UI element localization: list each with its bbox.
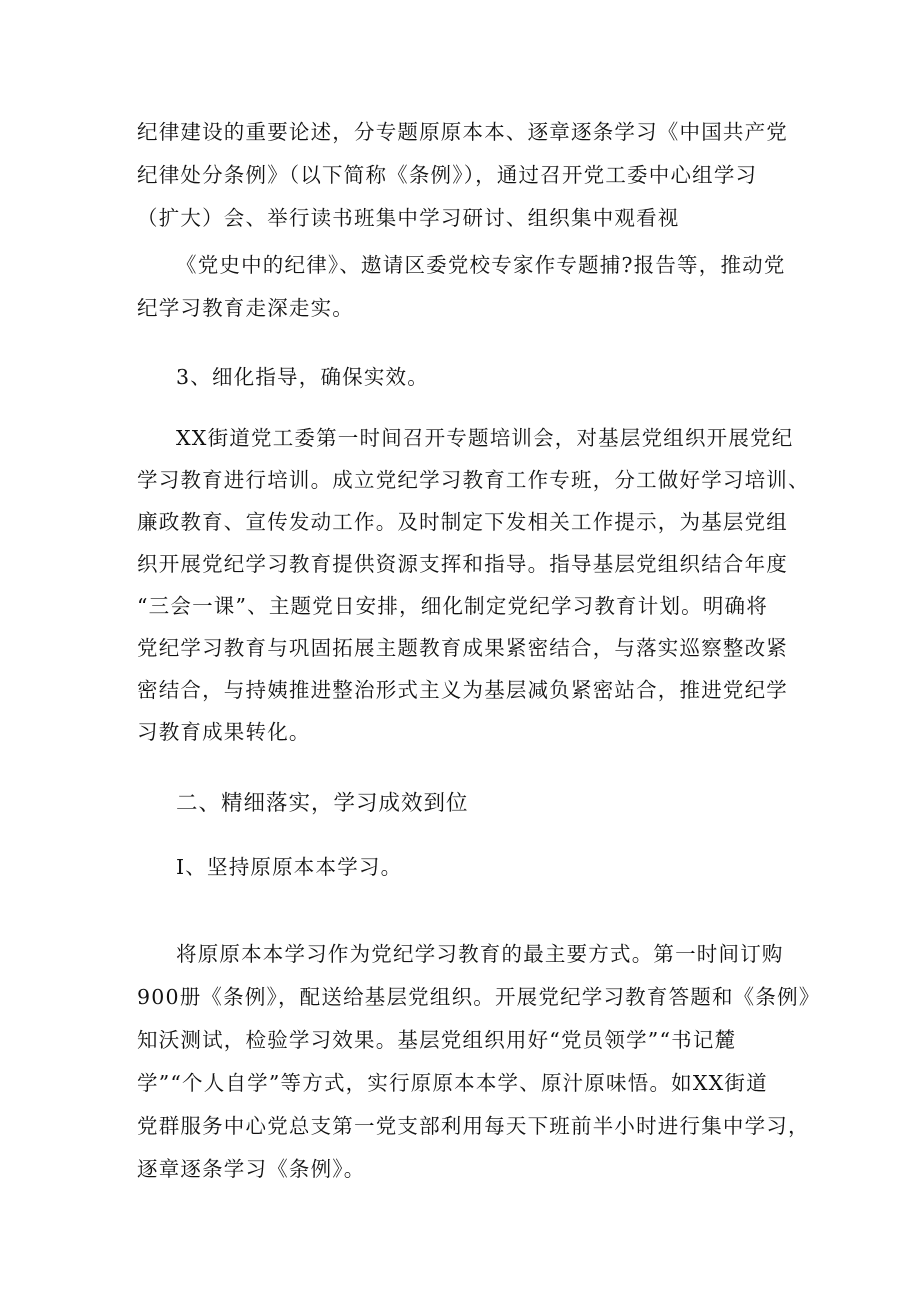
paragraph-line: 纪律处分条例》（以下简称《条例》），通过召开党工委中心组学习 bbox=[137, 163, 758, 187]
paragraph-line: 党纪学习教育与巩固拓展主题教育成果紧密结合，与落实巡察整改紧 bbox=[137, 636, 788, 660]
paragraph-line: 纪律建设的重要论述，分专题原原本本、逐章逐条学习《中国共产党 bbox=[137, 120, 788, 144]
paragraph-line: 将原原本本学习作为党纪学习教育的最主要方式。第一时间订购 bbox=[176, 942, 784, 966]
subheading-item-3: 3、细化指导，确保实效。 bbox=[176, 365, 429, 389]
paragraph-line: 逐章逐条学习《条例》。 bbox=[137, 1157, 366, 1181]
paragraph-line: “三会一课”、主题党日安排，细化制定党纪学习教育计划。明确将 bbox=[137, 594, 768, 618]
paragraph-line: （扩大）会、举行读书班集中学习研讨、组织集中观看视 bbox=[137, 206, 680, 230]
paragraph-line: 织开展党纪学习教育提供资源支挥和指导。指导基层党组织结合年度 bbox=[137, 552, 788, 576]
paragraph-line: 廉政教育、宣传发动工作。及时制定下发相关工作提示，为基层党组 bbox=[137, 510, 788, 534]
paragraph-line: 学习教育进行培训。成立党纪学习教育工作专班，分工做好学习培训、 bbox=[137, 468, 810, 492]
paragraph-line: 密结合，与持姨推进整治形式主义为基层减负紧密站合，推进党纪学 bbox=[137, 678, 788, 702]
paragraph-line: 习教育成果转化。 bbox=[137, 720, 311, 744]
paragraph-line: 900册《条例》，配送给基层党组织。开展党纪学习教育答题和《条例》 bbox=[137, 985, 821, 1009]
paragraph-line: 《党史中的纪律》、遨请区委党校专家作专题捕?报告等，推动党 bbox=[176, 253, 786, 277]
subheading-item-1: I、坚持原原本本学习。 bbox=[176, 855, 403, 879]
paragraph-line: XX街道党工委第一时间召开专题培训会，对基层党组织开展党纪 bbox=[176, 426, 794, 450]
paragraph-line: 纪学习教育走深走实。 bbox=[137, 296, 354, 320]
paragraph-line: 知沃测试，检验学习效果。基层党组织用好“党员领学”“书记麓 bbox=[137, 1028, 737, 1052]
paragraph-line: 党群服务中心党总支第一党支部利用每天下班前半小时进行集中学习， bbox=[137, 1114, 810, 1138]
section-heading: 二、精细落实，学习成效到位 bbox=[176, 791, 469, 816]
paragraph-line: 学”“个人自学”等方式，实行原原本本学、原汁原味悟。如XX街道 bbox=[137, 1071, 768, 1095]
